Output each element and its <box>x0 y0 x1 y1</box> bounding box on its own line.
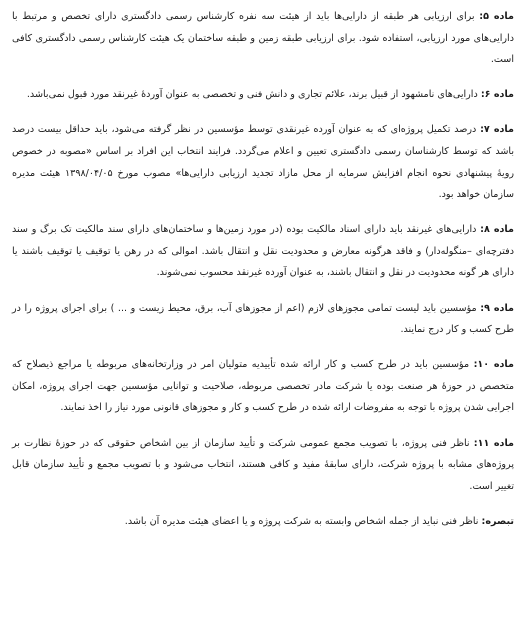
article-7 <box>12 119 514 205</box>
article-text: برای ارزیابی هر طبقه از دارایی‌ها باید از هیئت سه نفره کارشناس رسمی دادگستری دارای تخصص و مرتبط با دارایی‌های مورد ارزیابی، استفاده شود. برای ارزیابی طبقه زمین و طبقه ساختمان یک هیئت کارشناس رسمی دادگستری کافی است. <box>12 11 514 66</box>
note-text: ناظر فنی نباید از جمله اشخاص وابسته به شرکت پروژه و یا اعضای هیئت مدیره آن باشد. <box>124 515 479 527</box>
article-label: ماده ۷: <box>480 124 514 136</box>
article-11 <box>12 433 514 498</box>
note-label: تبصره: <box>481 515 514 527</box>
article-label: ماده ۱۰: <box>473 359 514 371</box>
article-text: درصد تکمیل پروژه‌ای که به عنوان آورده غیرنقدی توسط مؤسسین در نظر گرفته می‌شود، باید حداقل بیست درصد باشد که توسط کارشناسان رسمی دادگستری تعیین و اعلام می‌گردد. فرایند انتخاب این افراد بر اساس «مصوبه در خصوص رویهٔ پیشنهادی نحوه انجام افزایش سرمایه از محل مازاد تجدید ارزیابی دارایی‌ها» مصوب مورخ ۱۳۹۸/۰۴/۰۵ هیئت مدیره سازمان خواهد بود. <box>12 124 514 201</box>
article-label: ماده ۶: <box>480 89 514 101</box>
article-text: دارایی‌های غیرنقد باید دارای اسناد مالکیت بوده (در مورد زمین‌ها و ساختمان‌های دارای سند مالکیت تک برگ و سند دفترچه‌ای –منگوله‌دار) و فاقد هرگونه معارض و محدودیت نقل و انتقال باشد. اموالی که در رهن یا توقیف یا توقیف باشند یا دارای هر گونه محدودیت در نقل و انتقال باشند، به عنوان آورده غیرنقد محسوب نمی‌شوند. <box>12 224 514 279</box>
article-text: ناظر فنی پروژه، با تصویب مجمع عمومی شرکت و تأیید سازمان از بین اشخاص حقوقی که در حوزهٔ نظارت بر پروژه‌های مشابه با پروژه شرکت، دارای سابقهٔ مفید و کافی هستند، انتخاب می‌شود و با تصویب مجمع و تأیید سازمان قابل تغییر است. <box>12 437 514 492</box>
note-article-11 <box>12 511 514 533</box>
article-6 <box>12 84 514 106</box>
article-10 <box>12 354 514 419</box>
article-text: مؤسسین باید لیست تمامی مجوزهای لازم (اعم از مجوزهای آب، برق، محیط زیست و ... ) برای اجرای پروژه را در طرح کسب و کار درج نمایند. <box>12 302 514 336</box>
article-5 <box>12 6 514 71</box>
article-9 <box>12 298 514 341</box>
article-label: ماده ۱۱: <box>473 437 514 449</box>
article-label: ماده ۹: <box>480 302 514 314</box>
article-label: ماده ۵: <box>479 11 514 22</box>
article-8 <box>12 219 514 284</box>
article-text: مؤسسین باید در طرح کسب و کار ارائه شده تأییدیه متولیان امر در وزارتخانه‌های مربوطه یا مراجع ذیصلاح که متخصص در حوزهٔ هر صنعت بوده یا شرکت مادر تخصصی مربوطه، صلاحیت و توانایی مؤسسین جهت اجرای پروژه، امکان اجرایی شدن پروژه با توجه به مفروضات ارائه شده در طرح کسب و کار و مجوزهای قانونی مورد نیاز را اخذ نمایند. <box>12 359 514 414</box>
article-label: ماده ۸: <box>480 224 514 236</box>
article-text: دارایی‌های نامشهود از قبیل برند، علائم تجاری و دانش فنی و تخصصی به عنوان آوردهٔ غیرنقد مورد قبول نمی‌باشد. <box>26 89 478 101</box>
